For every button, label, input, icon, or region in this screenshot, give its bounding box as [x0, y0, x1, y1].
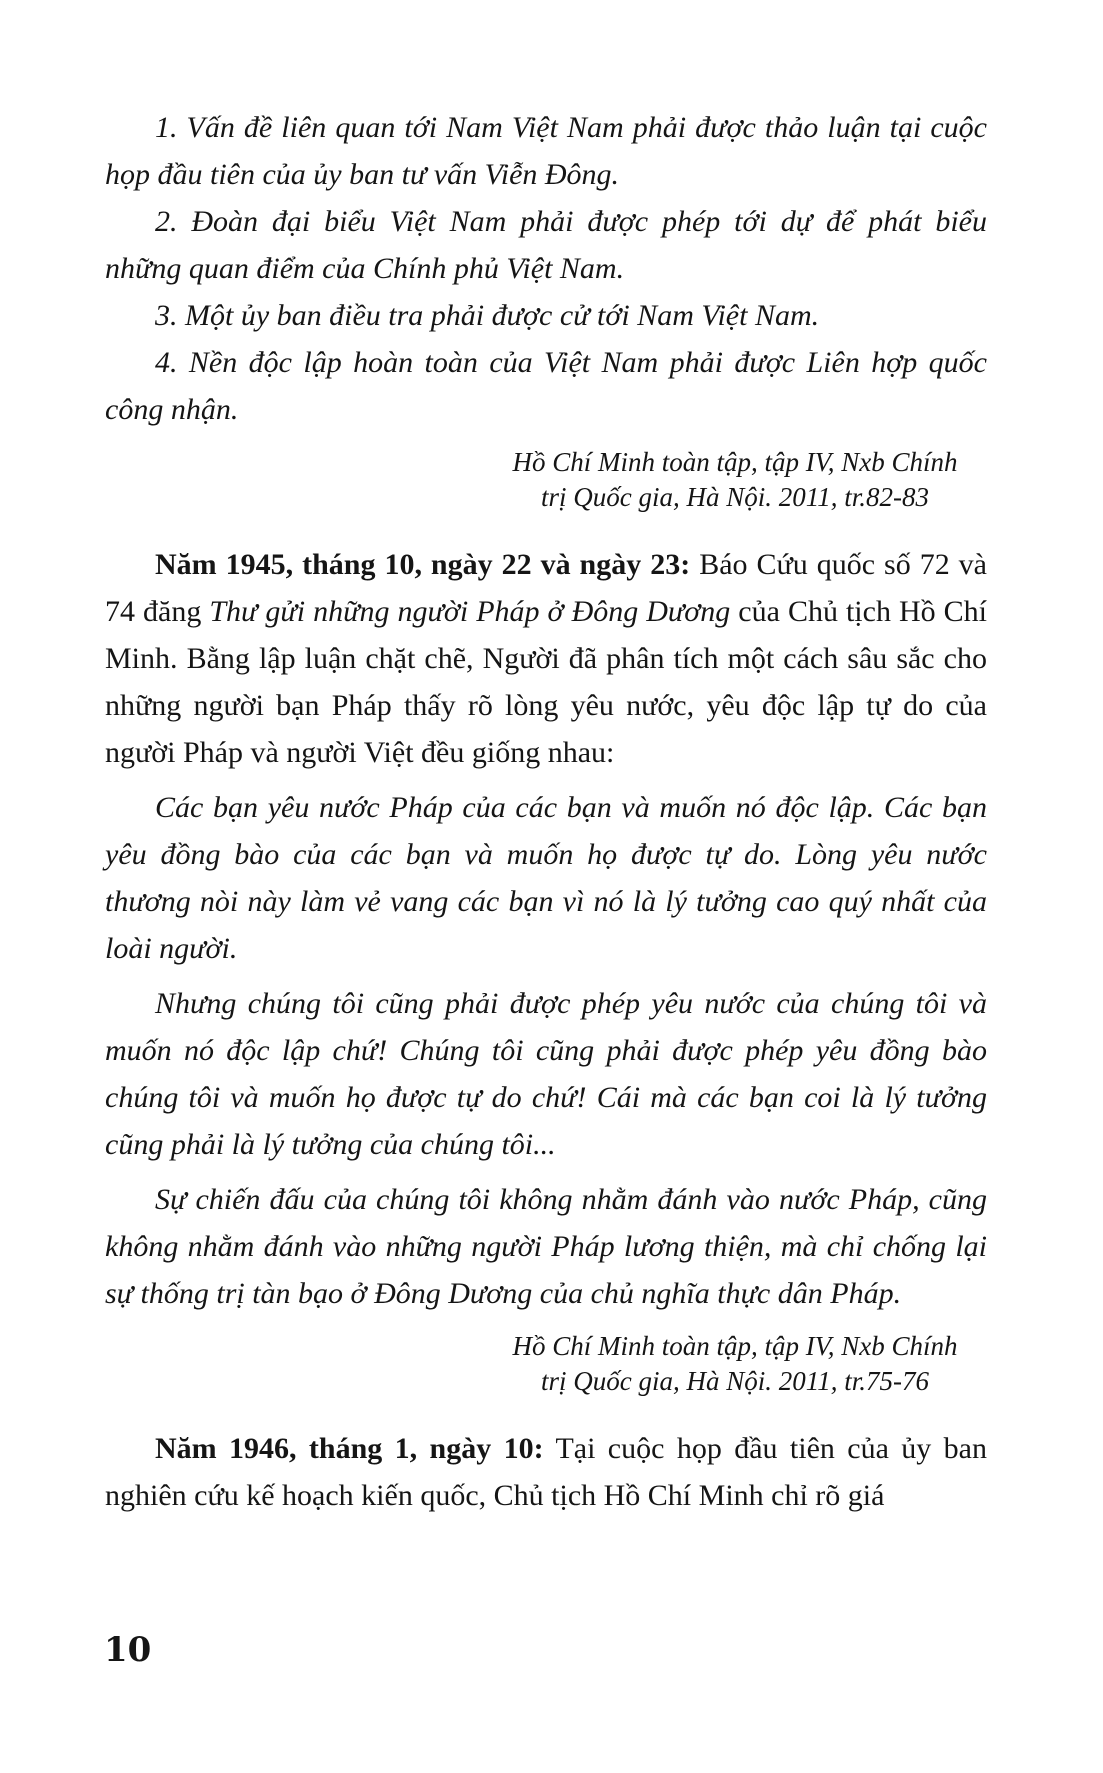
resolution-item-3: 3. Một ủy ban điều tra phải được cử tới Nam Việt Nam.	[155, 299, 820, 332]
source-citation-2	[495, 1329, 975, 1399]
entry-1945-text-before-title: Báo Cứu quốc số 72 và 74 đăng	[105, 548, 987, 628]
entry-1946-text: Tại cuộc họp đầu tiên của ủy ban nghiên cứu kế hoạch kiến quốc, Chủ tịch Hồ Chí Minh chỉ rõ giá	[105, 1432, 987, 1512]
page-number: 10	[104, 1630, 152, 1670]
ho-chi-minh-quote-paragraph-2: Nhưng chúng tôi cũng phải được phép yêu nước của chúng tôi và muốn nó độc lập chứ! Chúng tôi cũng phải được phép yêu đồng bào chúng tôi và muốn họ được tự do chứ! Cái mà các bạn coi là lý tưởng cũng phải là lý tưởng của chúng tôi...	[105, 987, 987, 1161]
entry-1945	[105, 541, 987, 776]
citation-2-line-1: Hồ Chí Minh toàn tập, tập IV, Nxb Chính	[512, 1331, 958, 1361]
ho-chi-minh-quote-paragraph-1: Các bạn yêu nước Pháp của các bạn và muốn nó độc lập. Các bạn yêu đồng bào của các bạn và muốn họ được tự do. Lòng yêu nước thương nòi này làm vẻ vang các bạn vì nó là lý tưởng cao quý nhất của loài người.	[105, 791, 987, 965]
resolution-item-4: 4. Nền độc lập hoàn toàn của Việt Nam phải được Liên hợp quốc công nhận.	[105, 346, 987, 426]
citation-2-line-2: trị Quốc gia, Hà Nội. 2011, tr.75-76	[540, 1366, 929, 1396]
book-page	[105, 104, 987, 1519]
entry-1945-text-after-title: của Chủ tịch Hồ Chí Minh. Bằng lập luận chặt chẽ, Người đã phân tích một cách sâu sắc cho những người bạn Pháp thấy rõ lòng yêu nước, yêu độc lập tự do của người Pháp và người Việt đều giống nhau:	[105, 595, 987, 769]
resolution-item-2: 2. Đoàn đại biểu Việt Nam phải được phép tới dự để phát biểu những quan điểm của Chính phủ Việt Nam.	[105, 205, 987, 285]
entry-1946-date-lead: Năm 1946, tháng 1, ngày 10:	[155, 1432, 544, 1465]
citation-1-line-1: Hồ Chí Minh toàn tập, tập IV, Nxb Chính	[512, 447, 958, 477]
entry-1945-date-lead: Năm 1945, tháng 10, ngày 22 và ngày 23:	[155, 548, 691, 581]
resolution-item-1: 1. Vấn đề liên quan tới Nam Việt Nam phải được thảo luận tại cuộc họp đầu tiên của ủy ban tư vấn Viễn Đông.	[105, 111, 987, 191]
entry-1945-work-title: Thư gửi những người Pháp ở Đông Dương	[209, 595, 731, 628]
entry-1946	[105, 1425, 987, 1519]
ho-chi-minh-quote-paragraph-3: Sự chiến đấu của chúng tôi không nhằm đánh vào nước Pháp, cũng không nhằm đánh vào những người Pháp lương thiện, mà chỉ chống lại sự thống trị tàn bạo ở Đông Dương của chủ nghĩa thực dân Pháp.	[105, 1183, 987, 1310]
citation-1-line-2: trị Quốc gia, Hà Nội. 2011, tr.82-83	[540, 482, 929, 512]
source-citation-1	[495, 445, 975, 515]
